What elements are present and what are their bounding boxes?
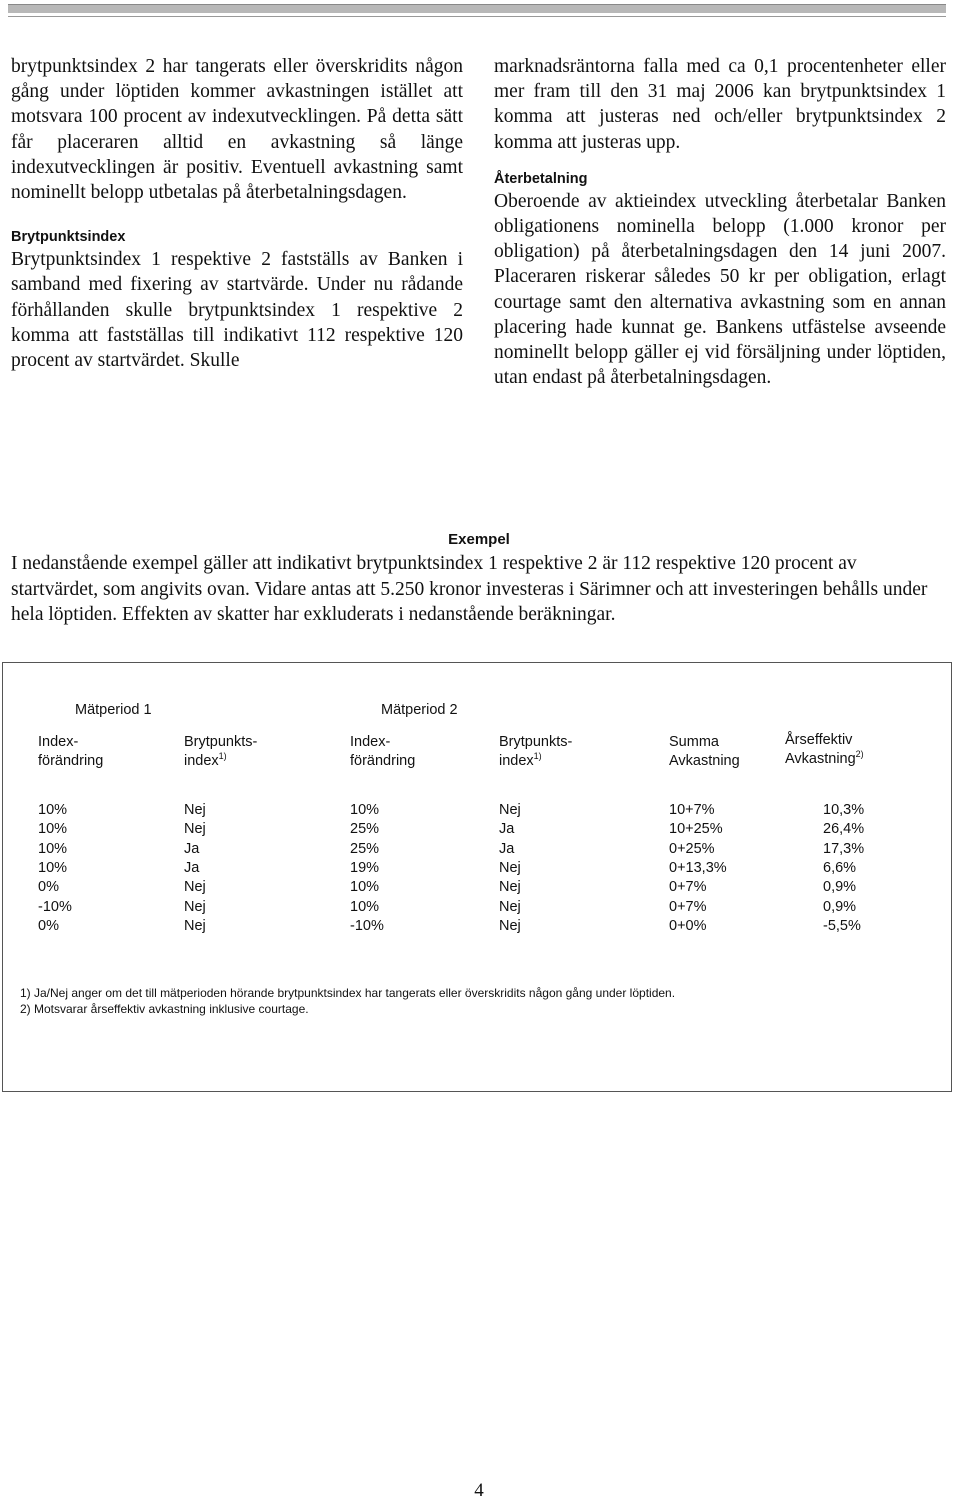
table-cell: 0+7% xyxy=(669,879,707,896)
footnote-2: 2) Motsvarar årseffektiv avkastning inklusive courtage. xyxy=(20,1002,309,1016)
right-paragraph-1: marknadsräntorna falla med ca 0,1 procentenheter eller mer fram till den 31 maj 2006 kan brytpunktsindex 1 komma att justeras ned och/eller brytpunktsindex 2 komma att justeras upp. xyxy=(494,56,946,153)
right-column xyxy=(494,54,946,390)
exempel-text: I nedanstående exempel gäller att indikativt brytpunktsindex 1 respektive 2 är 112 respektive 120 procent av startvärdet, som angivits ovan. Vidare antas att 5.250 kronor investeras i Särimner och att investeringen behålls under hela löptiden. Effekten av skatter har exkluderats i nedanstående beräkningar. xyxy=(11,553,928,625)
exempel-title: Exempel xyxy=(448,531,510,548)
table-cell: -10% xyxy=(350,917,384,934)
left-column xyxy=(11,54,463,373)
table-cell: Nej xyxy=(499,898,521,915)
table-cell: 0% xyxy=(38,879,59,896)
footnotes xyxy=(20,985,675,1017)
left-paragraph-2: Brytpunktsindex 1 respektive 2 fastställs av Banken i samband med fixering av startvärde. Under nu rådande förhållanden skulle brytpunktsindex 1 respektive 2 komma att fastställas till indikativt 112 respektive 120 procent av startvärdet. Skulle xyxy=(11,249,463,372)
table-cell: 10% xyxy=(350,898,380,915)
top-rule-line xyxy=(8,16,946,17)
header-arseffektiv-avkastning: Årseffektiv Avkastning$^{2)}$ xyxy=(785,732,864,768)
table-cell: Nej xyxy=(499,859,521,876)
table-cell: 10% xyxy=(38,840,68,857)
table-cell: 0,9% xyxy=(823,898,857,915)
table-row xyxy=(3,801,951,820)
table-cell: Nej xyxy=(184,879,206,896)
header-index-change-1: Index- förändring xyxy=(38,734,104,770)
table-cell: Ja xyxy=(184,840,200,857)
example-table-box xyxy=(2,662,952,1092)
table-cell: Nej xyxy=(184,802,206,818)
table-cell: 10+7% xyxy=(669,802,715,818)
table-cell: 0+7% xyxy=(669,898,707,915)
table-cell: 10,3% xyxy=(823,802,865,818)
table-cell: Nej xyxy=(499,879,521,896)
top-rule-bar xyxy=(8,4,946,13)
table-cell: 10% xyxy=(38,802,68,818)
header-index-change-2: Index- förändring xyxy=(350,734,416,770)
header-brytpunktsindex-1: Brytpunkts- index$^{1)}$ xyxy=(184,734,258,770)
footnote-ref-1: 1) xyxy=(218,751,227,762)
table-cell: Ja xyxy=(499,840,515,857)
left-paragraph-1: brytpunktsindex 2 har tangerats eller överskridits någon gång under löptiden kommer avkastningen istället att motsvara 100 procent av indexutvecklingen. På detta sätt får placeraren alltid en avkastning så länge indexutvecklingen är positiv. Eventuell avkastning samt nominellt belopp utbetalas på återbetalningsdagen. xyxy=(11,56,463,204)
table-cell: 19% xyxy=(350,859,380,876)
table-cell: 26,4% xyxy=(823,821,865,838)
footnote-ref-1b: 1) xyxy=(533,751,542,762)
header-brytpunktsindex-2: Brytpunkts- index$^{1)}$ xyxy=(499,734,573,770)
table-cell: -5,5% xyxy=(823,917,861,934)
table-cell: Nej xyxy=(184,821,206,838)
section-heading-brytpunktsindex: Brytpunktsindex xyxy=(11,229,126,246)
right-paragraph-2: Oberoende av aktieindex utveckling återbetalar Banken obligationens nominella belopp (1.000 kronor per obligation) på återbetalningsdagen den 14 juni 2007. Placeraren riskerar således 50 kr per obligation, erlagt courtage samt den alternativa avkastning som en annan placering hade kunnat ge. Bankens utfästelse avseende nominellt belopp gäller ej vid försäljning under löptiden, utan endast på återbetalningsdagen. xyxy=(494,190,946,389)
section-heading-aterbetalning: Återbetalning xyxy=(494,170,588,187)
table-cell: 10+25% xyxy=(669,821,723,838)
table-row xyxy=(3,917,951,936)
table-cell: 0,9% xyxy=(823,879,857,896)
table-cell: 0+25% xyxy=(669,840,715,857)
table-cell: 10% xyxy=(350,879,380,896)
table-cell: -10% xyxy=(38,898,72,915)
footnote-1: 1) Ja/Nej anger om det till mätperioden hörande brytpunktsindex har tangerats eller överskridits någon gång under löptiden. xyxy=(20,986,676,1000)
table-cell: Ja xyxy=(184,859,200,876)
table-cell: 25% xyxy=(350,821,380,838)
table-cell: 6,6% xyxy=(823,859,857,876)
table-cell: 0+13,3% xyxy=(669,859,727,876)
footnote-ref-2: 2) xyxy=(855,749,864,760)
table-cell: 25% xyxy=(350,840,380,857)
table-cell: Nej xyxy=(499,802,521,818)
table-cell: Nej xyxy=(184,917,206,934)
period-1-label: Mätperiod 1 xyxy=(75,702,152,718)
page-number: 4 xyxy=(474,1480,484,1501)
table-cell: 10% xyxy=(350,802,380,818)
table-cell: Nej xyxy=(499,917,521,934)
table-row xyxy=(3,820,951,839)
table-cell: 17,3% xyxy=(823,840,865,857)
table-row xyxy=(3,840,951,859)
table-cell: Nej xyxy=(184,898,206,915)
table-cell: 10% xyxy=(38,821,68,838)
table-cell: 0% xyxy=(38,917,59,934)
table-row xyxy=(3,898,951,917)
table-cell: 0+0% xyxy=(669,917,707,934)
period-2-label: Mätperiod 2 xyxy=(381,702,458,718)
table-cell: 10% xyxy=(38,859,68,876)
table-cell: Ja xyxy=(499,821,515,838)
table-row xyxy=(3,878,951,897)
table-row xyxy=(3,859,951,878)
header-summa-avkastning: Summa Avkastning xyxy=(669,734,740,770)
